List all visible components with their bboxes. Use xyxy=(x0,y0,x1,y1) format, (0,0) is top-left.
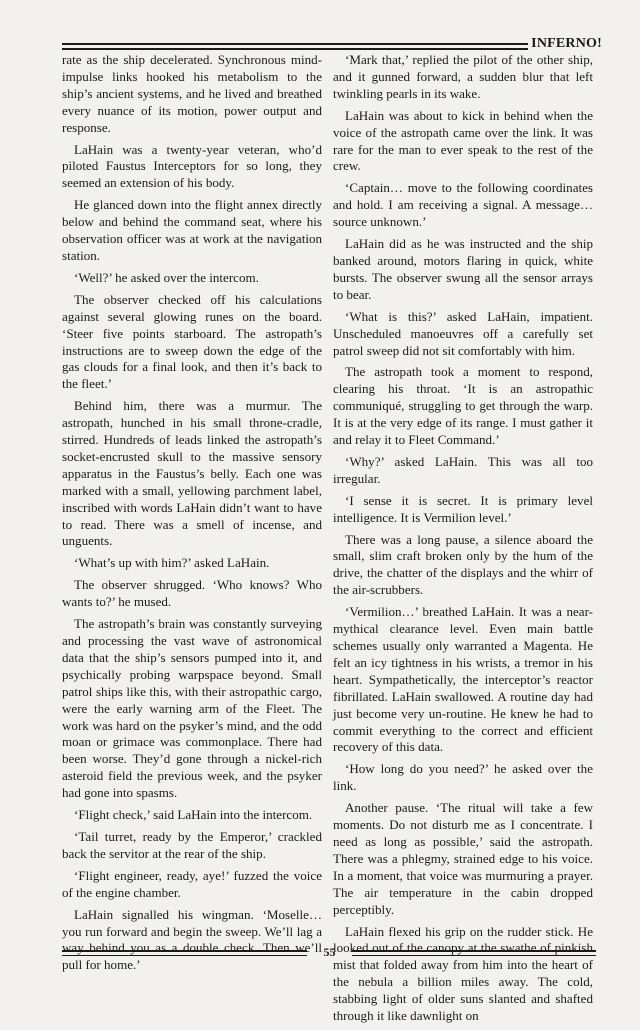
paragraph: ‘What is this?’ asked LaHain, impatient. Unscheduled manoeuvres off a carefully set patrol sweep did not sit comfortably with him. xyxy=(333,308,593,358)
paragraph: ‘Flight engineer, ready, aye!’ fuzzed the voice of the engine chamber. xyxy=(62,867,322,900)
header-rule xyxy=(62,43,528,49)
paragraph: LaHain flexed his grip on the rudder stick. He looked out of the canopy at the swathe of pinkish mist that folded away from him into the heart of the nebula a billion miles away. The cold, stabbing light of older suns slanted and shafted through it like dawnlight on xyxy=(333,923,593,1024)
footer-rule-right xyxy=(352,950,596,956)
right-column xyxy=(333,52,593,1030)
paragraph: ‘Mark that,’ replied the pilot of the other ship, and it gunned forward, a sudden blur that left twinkling pearls in its wake. xyxy=(333,52,593,101)
paragraph: The observer checked off his calculations against several glowing runes on the board. ‘Steer five points starboard. The astropath’s instructions are to sweep down the edge of the gas clouds for a final look, and then it’s back to the fleet.’ xyxy=(62,291,322,392)
paragraph: Another pause. ‘The ritual will take a few moments. Do not disturb me as I concentrate. I need as long as possible,’ said the astropath. There was a phlegmy, strained edge to his voice. In a moment, that voice was murmuring a prayer. The air temperature in the cabin dropped perceptibly. xyxy=(333,800,593,917)
paragraph: ‘Tail turret, ready by the Emperor,’ crackled back the servitor at the rear of the ship. xyxy=(62,828,322,861)
left-column xyxy=(62,52,322,979)
paragraph: LaHain was a twenty-year veteran, who’d piloted Faustus Interceptors for so long, they seemed an extension of his body. xyxy=(62,141,322,191)
paragraph: ‘Well?’ he asked over the intercom. xyxy=(74,269,259,285)
paragraph: The astropath’s brain was constantly surveying and processing the vast wave of astronomical data that the ship’s sensors pumped into it, and psychically probing warpspace beyond. Small patrol ships like this, with their astropathic cargo, were the early warning arm of the Fleet. The work was hard on the psyker’s mind, and the odd moan or grimace was commonplace. There had been worse. They’d gone through a nickel-rich asteroid field the previous week, and the psyker had gone into spasms. xyxy=(62,616,322,801)
paragraph: rate as the ship decelerated. Synchronous mind-impulse links hooked his metabolism to the ship’s ancient systems, and he lived and breathed every nuance of its motion, power output and response. xyxy=(62,52,322,135)
paragraph: ‘How long do you need?’ he asked over the link. xyxy=(333,761,593,794)
paragraph: ‘Flight check,’ said LaHain into the intercom. xyxy=(74,807,313,823)
paragraph: LaHain signalled his wingman. ‘Moselle… you run forward and begin the sweep. We’ll lag a way behind you as a double check. Then we’ll pull for home.’ xyxy=(62,906,322,973)
paragraph: The observer shrugged. ‘Who knows? Who wants to?’ he mused. xyxy=(62,577,322,610)
paragraph: He glanced down into the flight annex directly below and behind the command seat, where his observation officer was at work at the navigation station. xyxy=(62,197,322,263)
paragraph: Behind him, there was a murmur. The astropath, hunched in his small throne-cradle, stirred. Hundreds of leads linked the astropath’s socket-encrusted skull to the massive sensory apparatus in the Faustus’s belly. Each one was marked with a small, yellowing parchment label, inscribed with words LaHain didn’t want to have to read. There was a smell of incense, and unguents. xyxy=(62,398,322,549)
paragraph: The astropath took a moment to respond, clearing his throat. ‘It is an astropathic communiqué, struggling to get through the warp. It is at the very edge of its range. I must gather it and relay it to Fleet Command.’ xyxy=(333,364,593,448)
page-number: 55 xyxy=(323,945,336,959)
running-head: INFERNO! xyxy=(531,36,602,51)
footer-rule-left xyxy=(62,950,307,956)
paragraph: ‘I sense it is secret. It is primary level intelligence. It is Vermilion level.’ xyxy=(333,492,593,525)
paragraph: LaHain did as he was instructed and the ship banked around, motors flaring in quick, white bursts. The observer swung all the sensor arrays to bear. xyxy=(333,236,593,302)
paragraph: ‘Why?’ asked LaHain. This was all too irregular. xyxy=(333,453,593,486)
paragraph: ‘Captain… move to the following coordinates and hold. I am receiving a signal. A message… source unknown.’ xyxy=(333,180,593,230)
paragraph: There was a long pause, a silence aboard the small, slim craft broken only by the hum of the drive, the chatter of the displays and the whirr of the air-scrubbers. xyxy=(333,531,593,598)
paragraph: ‘Vermilion…’ breathed LaHain. It was a near-mythical clearance level. Even main battle schemes usually only warranted a Magenta. He felt an icy tightness in his wrists, a tremor in his heart. Sympathetically, the interceptor’s reactor fibrillated. LaHain swallowed. A routine day had just become very un-routine. He knew he had to commit everything to the correct and efficient recovery of this data. xyxy=(333,604,593,755)
paragraph: ‘What’s up with him?’ asked LaHain. xyxy=(74,555,270,571)
page-footer xyxy=(62,945,596,963)
paragraph: LaHain was about to kick in behind when the voice of the astropath came over the link. It was rare for the man to ever speak to the rest of the crew. xyxy=(333,107,593,174)
